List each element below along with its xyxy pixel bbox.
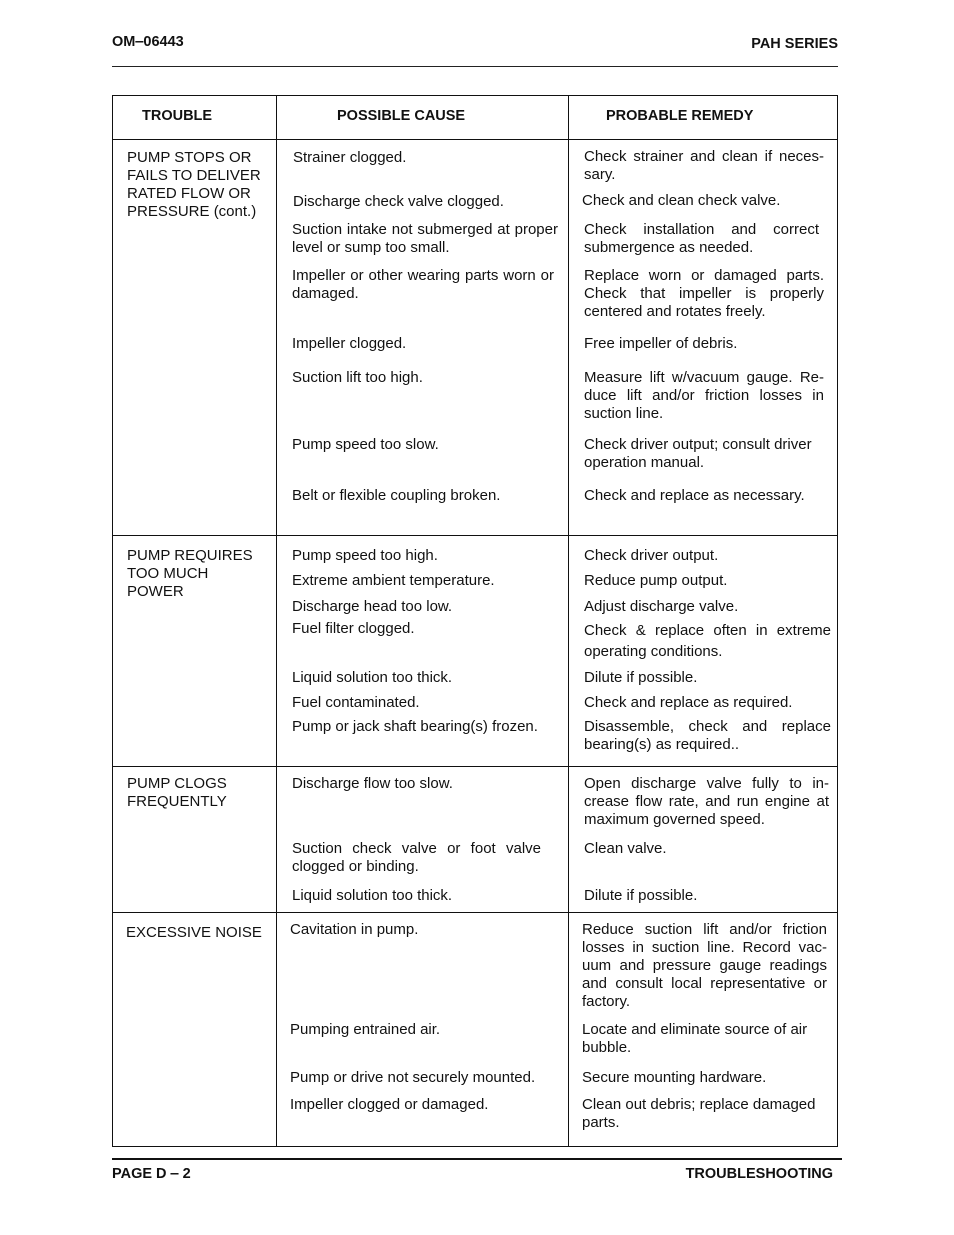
remedy-cell: Reduce suction lift and/or friction losses in suction line. Record vac- uum and pressure gauge readings and consult local representative or factory.	[582, 921, 827, 1010]
remedy-cell: Check and replace as necessary.	[584, 487, 805, 504]
cause-cell: Impeller clogged or damaged.	[290, 1096, 489, 1113]
remedy-cell: Check strainer and clean if neces- sary.	[584, 148, 824, 183]
column-divider	[568, 95, 569, 1147]
document-number: OM‒06443	[112, 34, 184, 50]
cause-cell: Suction intake not submerged at proper level or sump too small.	[292, 221, 558, 256]
remedy-cell: Free impeller of debris.	[584, 335, 738, 352]
cause-cell: Cavitation in pump.	[290, 921, 419, 938]
cause-cell: Fuel filter clogged.	[292, 620, 415, 637]
remedy-cell: Dilute if possible.	[584, 887, 698, 904]
remedy-cell: Check & replace often in extreme operating conditions.	[584, 622, 831, 660]
cause-cell: Liquid solution too thick.	[292, 669, 453, 686]
page-number: PAGE D ‒ 2	[112, 1166, 191, 1182]
remedy-cell: Measure lift w/vacuum gauge. Re- duce lift and/or friction losses in suction line.	[584, 369, 824, 422]
remedy-cell: Clean valve.	[584, 840, 667, 857]
cause-cell: Belt or flexible coupling broken.	[292, 487, 501, 504]
footer-rule	[112, 1158, 842, 1160]
cause-cell: Discharge head too low.	[292, 598, 453, 615]
row-divider	[112, 766, 838, 767]
row-divider	[112, 535, 838, 536]
column-header-trouble: TROUBLE	[142, 108, 213, 124]
remedy-cell: Clean out debris; replace damaged parts.	[582, 1096, 816, 1131]
cause-cell: Pump or jack shaft bearing(s) frozen.	[292, 718, 538, 735]
trouble-cell: EXCESSIVE NOISE	[126, 924, 262, 941]
row-divider	[112, 912, 838, 913]
cause-cell: Discharge flow too slow.	[292, 775, 453, 792]
remedy-cell: Check and clean check valve.	[582, 192, 781, 209]
remedy-cell: Check driver output.	[584, 547, 719, 564]
remedy-cell: Open discharge valve fully to in- crease flow rate, and run engine at maximum governed speed.	[584, 775, 829, 828]
cause-cell: Discharge check valve clogged.	[293, 193, 504, 210]
column-header-possible-cause: POSSIBLE CAUSE	[337, 108, 466, 124]
remedy-cell: Secure mounting hardware.	[582, 1069, 767, 1086]
cause-cell: Strainer clogged.	[293, 149, 407, 166]
cause-cell: Pumping entrained air.	[290, 1021, 441, 1038]
remedy-cell: Replace worn or damaged parts. Check that impeller is properly centered and rotates freely.	[584, 267, 824, 320]
trouble-cell: PUMP STOPS OR FAILS TO DELIVER RATED FLOW OR PRESSURE (cont.)	[127, 149, 261, 220]
trouble-cell: PUMP REQUIRES TOO MUCH POWER	[127, 547, 253, 600]
trouble-cell: PUMP CLOGS FREQUENTLY	[127, 775, 227, 810]
cause-cell: Pump speed too high.	[292, 547, 438, 564]
cause-cell: Impeller clogged.	[292, 335, 407, 352]
remedy-cell: Check installation and correct submergence as needed.	[584, 221, 819, 256]
cause-cell: Pump or drive not securely mounted.	[290, 1069, 536, 1086]
remedy-cell: Disassemble, check and replace bearing(s) as required..	[584, 718, 831, 753]
header-row-divider	[112, 139, 838, 140]
column-header-probable-remedy: PROBABLE REMEDY	[606, 108, 754, 124]
header-rule	[112, 66, 838, 67]
cause-cell: Fuel contaminated.	[292, 694, 420, 711]
remedy-cell: Check driver output; consult driver operation manual.	[584, 436, 812, 471]
cause-cell: Pump speed too slow.	[292, 436, 439, 453]
column-divider	[276, 95, 277, 1147]
cause-cell: Impeller or other wearing parts worn or damaged.	[292, 267, 554, 302]
cause-cell: Suction lift too high.	[292, 369, 423, 386]
cause-cell: Extreme ambient temperature.	[292, 572, 495, 589]
section-title: TROUBLESHOOTING	[685, 1166, 833, 1182]
series-title: PAH SERIES	[751, 36, 838, 52]
remedy-cell: Locate and eliminate source of air bubble.	[582, 1021, 808, 1056]
remedy-cell: Adjust discharge valve.	[584, 598, 739, 615]
cause-cell: Suction check valve or foot valve clogged or binding.	[292, 840, 541, 875]
remedy-cell: Reduce pump output.	[584, 572, 728, 589]
cause-cell: Liquid solution too thick.	[292, 887, 453, 904]
remedy-cell: Dilute if possible.	[584, 669, 698, 686]
remedy-cell: Check and replace as required.	[584, 694, 793, 711]
